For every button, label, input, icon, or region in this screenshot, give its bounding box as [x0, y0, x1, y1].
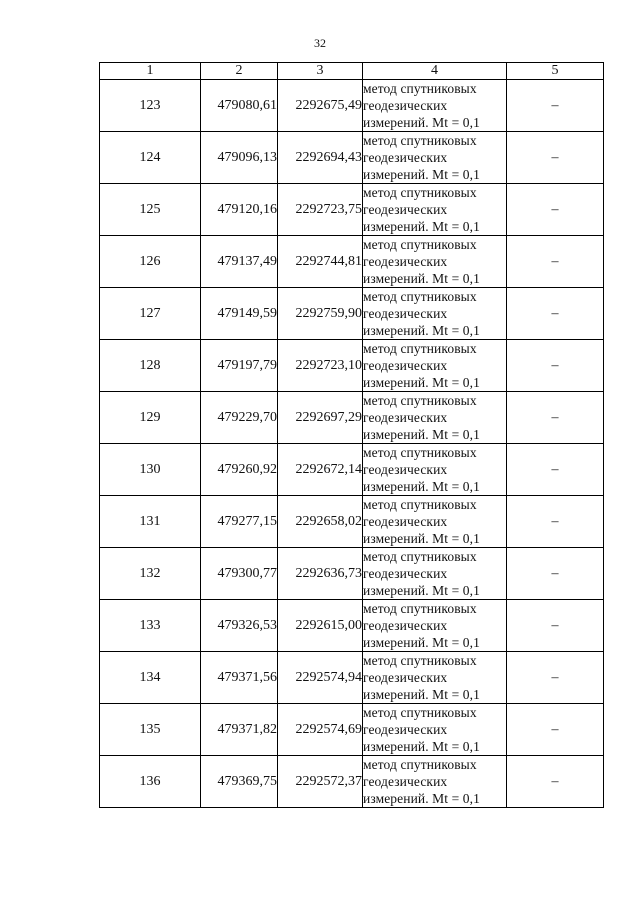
method-line: метод спутниковых [363, 341, 477, 356]
note-cell: – [507, 496, 604, 548]
x-coordinate-cell: 479229,70 [201, 392, 278, 444]
note-cell: – [507, 132, 604, 184]
point-number-cell: 128 [100, 340, 201, 392]
y-coordinate-cell: 2292636,73 [278, 548, 363, 600]
y-coordinate-cell: 2292615,00 [278, 600, 363, 652]
method-cell [363, 392, 507, 444]
table-row [100, 444, 604, 496]
point-number-cell: 125 [100, 184, 201, 236]
coordinates-table [99, 62, 604, 808]
column-header-4: 4 [363, 63, 507, 80]
note-cell: – [507, 236, 604, 288]
method-line: измерений. Mt = 0,1 [363, 167, 480, 182]
y-coordinate-cell: 2292723,75 [278, 184, 363, 236]
method-cell [363, 496, 507, 548]
table-row [100, 704, 604, 756]
method-line: метод спутниковых [363, 81, 477, 96]
y-coordinate-cell: 2292675,49 [278, 80, 363, 132]
method-line: измерений. Mt = 0,1 [363, 323, 480, 338]
point-number-cell: 126 [100, 236, 201, 288]
table-row [100, 548, 604, 600]
note-cell: – [507, 80, 604, 132]
method-line: измерений. Mt = 0,1 [363, 687, 480, 702]
method-line: геодезических [363, 254, 448, 269]
method-line: измерений. Mt = 0,1 [363, 427, 480, 442]
y-coordinate-cell: 2292744,81 [278, 236, 363, 288]
method-line: измерений. Mt = 0,1 [363, 583, 480, 598]
method-line: измерений. Mt = 0,1 [363, 479, 480, 494]
column-header-5: 5 [507, 63, 604, 80]
header-row [100, 63, 604, 80]
table-row [100, 756, 604, 808]
method-line: метод спутниковых [363, 705, 477, 720]
x-coordinate-cell: 479137,49 [201, 236, 278, 288]
method-cell [363, 80, 507, 132]
method-line: метод спутниковых [363, 393, 477, 408]
method-line: геодезических [363, 306, 448, 321]
point-number-cell: 136 [100, 756, 201, 808]
x-coordinate-cell: 479260,92 [201, 444, 278, 496]
y-coordinate-cell: 2292574,94 [278, 652, 363, 704]
note-cell: – [507, 340, 604, 392]
method-line: геодезических [363, 410, 448, 425]
method-line: метод спутниковых [363, 445, 477, 460]
x-coordinate-cell: 479120,16 [201, 184, 278, 236]
method-line: геодезических [363, 150, 448, 165]
method-line: измерений. Mt = 0,1 [363, 115, 480, 130]
method-line: геодезических [363, 358, 448, 373]
method-cell [363, 600, 507, 652]
y-coordinate-cell: 2292672,14 [278, 444, 363, 496]
table-row [100, 80, 604, 132]
point-number-cell: 134 [100, 652, 201, 704]
method-line: метод спутниковых [363, 757, 477, 772]
method-line: измерений. Mt = 0,1 [363, 791, 480, 806]
column-header-3: 3 [278, 63, 363, 80]
method-line: геодезических [363, 722, 448, 737]
column-header-2: 2 [201, 63, 278, 80]
method-cell [363, 236, 507, 288]
method-cell [363, 340, 507, 392]
note-cell: – [507, 392, 604, 444]
note-cell: – [507, 756, 604, 808]
x-coordinate-cell: 479371,82 [201, 704, 278, 756]
y-coordinate-cell: 2292658,02 [278, 496, 363, 548]
point-number-cell: 130 [100, 444, 201, 496]
method-line: измерений. Mt = 0,1 [363, 739, 480, 754]
y-coordinate-cell: 2292694,43 [278, 132, 363, 184]
point-number-cell: 129 [100, 392, 201, 444]
column-header-1: 1 [100, 63, 201, 80]
x-coordinate-cell: 479149,59 [201, 288, 278, 340]
method-cell [363, 444, 507, 496]
note-cell: – [507, 704, 604, 756]
x-coordinate-cell: 479277,15 [201, 496, 278, 548]
method-line: геодезических [363, 618, 448, 633]
table-row [100, 392, 604, 444]
table-header [100, 63, 604, 80]
x-coordinate-cell: 479096,13 [201, 132, 278, 184]
note-cell: – [507, 548, 604, 600]
table-row [100, 132, 604, 184]
table-body [100, 80, 604, 808]
page-number: 32 [314, 36, 326, 50]
method-cell [363, 132, 507, 184]
method-line: геодезических [363, 514, 448, 529]
method-cell [363, 288, 507, 340]
note-cell: – [507, 444, 604, 496]
method-cell [363, 652, 507, 704]
method-line: измерений. Mt = 0,1 [363, 375, 480, 390]
method-cell [363, 756, 507, 808]
method-line: метод спутниковых [363, 653, 477, 668]
table-row [100, 184, 604, 236]
point-number-cell: 124 [100, 132, 201, 184]
table-row [100, 288, 604, 340]
y-coordinate-cell: 2292574,69 [278, 704, 363, 756]
table-row [100, 496, 604, 548]
point-number-cell: 133 [100, 600, 201, 652]
point-number-cell: 131 [100, 496, 201, 548]
method-line: геодезических [363, 566, 448, 581]
x-coordinate-cell: 479369,75 [201, 756, 278, 808]
y-coordinate-cell: 2292572,37 [278, 756, 363, 808]
x-coordinate-cell: 479300,77 [201, 548, 278, 600]
method-line: геодезических [363, 202, 448, 217]
method-cell [363, 704, 507, 756]
note-cell: – [507, 652, 604, 704]
method-line: метод спутниковых [363, 185, 477, 200]
y-coordinate-cell: 2292759,90 [278, 288, 363, 340]
method-cell [363, 548, 507, 600]
method-line: метод спутниковых [363, 289, 477, 304]
method-line: геодезических [363, 670, 448, 685]
method-line: измерений. Mt = 0,1 [363, 531, 480, 546]
table-row [100, 236, 604, 288]
method-line: геодезических [363, 462, 448, 477]
point-number-cell: 132 [100, 548, 201, 600]
x-coordinate-cell: 479080,61 [201, 80, 278, 132]
method-line: измерений. Mt = 0,1 [363, 219, 480, 234]
method-line: геодезических [363, 98, 448, 113]
x-coordinate-cell: 479326,53 [201, 600, 278, 652]
table-row [100, 340, 604, 392]
y-coordinate-cell: 2292697,29 [278, 392, 363, 444]
method-line: метод спутниковых [363, 133, 477, 148]
method-line: измерений. Mt = 0,1 [363, 635, 480, 650]
method-line: метод спутниковых [363, 601, 477, 616]
method-line: метод спутниковых [363, 497, 477, 512]
note-cell: – [507, 184, 604, 236]
y-coordinate-cell: 2292723,10 [278, 340, 363, 392]
method-cell [363, 184, 507, 236]
point-number-cell: 135 [100, 704, 201, 756]
table-row [100, 652, 604, 704]
method-line: метод спутниковых [363, 237, 477, 252]
method-line: геодезических [363, 774, 448, 789]
method-line: метод спутниковых [363, 549, 477, 564]
x-coordinate-cell: 479371,56 [201, 652, 278, 704]
point-number-cell: 123 [100, 80, 201, 132]
x-coordinate-cell: 479197,79 [201, 340, 278, 392]
point-number-cell: 127 [100, 288, 201, 340]
table-row [100, 600, 604, 652]
note-cell: – [507, 600, 604, 652]
note-cell: – [507, 288, 604, 340]
method-line: измерений. Mt = 0,1 [363, 271, 480, 286]
